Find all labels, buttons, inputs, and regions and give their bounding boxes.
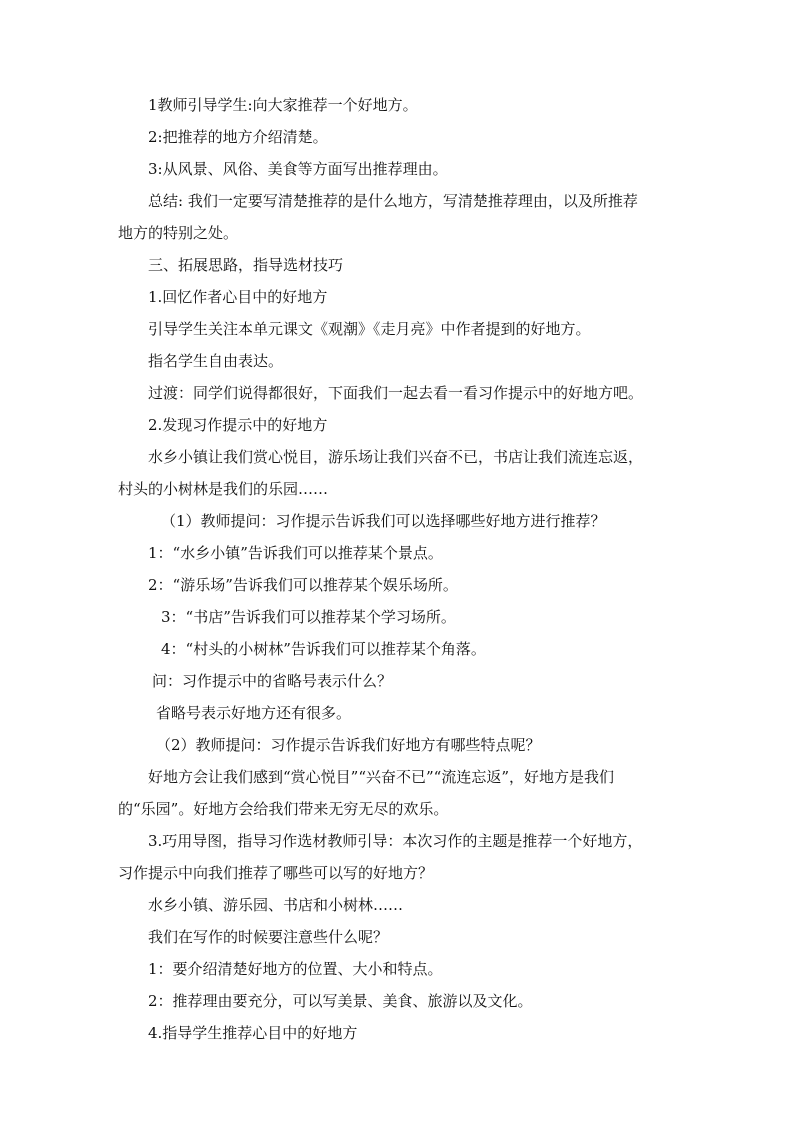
text-line: 的“乐园”。好地方会给我们带来无穷无尽的欢乐。 [118, 800, 449, 818]
text-line: 3.巧用导图，指导习作选材教师引导：本次习作的主题是推荐一个好地方， [148, 832, 643, 850]
text-line: 引导学生关注本单元课文《观潮》《走月亮》中作者提到的好地方。 [148, 320, 591, 338]
text-line: 习作提示中向我们推荐了哪些可以写的好地方？ [118, 864, 434, 882]
text-line: 总结: 我们一定要写清楚推荐的是什么地方，写清楚推荐理由，以及所推荐 [148, 192, 638, 210]
text-line: 4.指导学生推荐心目中的好地方 [148, 1024, 358, 1042]
text-line: 2：推荐理由要充分，可以写美景、美食、旅游以及文化。 [148, 992, 533, 1010]
text-line: 水乡小镇让我们赏心悦目，游乐场让我们兴奋不已，书店让我们流连忘返， [148, 448, 644, 466]
text-line: 指名学生自由表达。 [148, 352, 284, 370]
text-line: （2）教师提问：习作提示告诉我们好地方有哪些特点呢？ [156, 736, 541, 754]
text-line: 过渡：同学们说得都很好，下面我们一起去看一看习作提示中的好地方吧。 [148, 384, 644, 402]
text-line: 省略号表示好地方还有很多。 [156, 704, 352, 722]
text-line: 2.发现习作提示中的好地方 [148, 416, 328, 434]
text-line: 2:把推荐的地方介绍清楚。 [148, 128, 328, 146]
text-line: 村头的小树林是我们的乐园…… [118, 480, 329, 498]
text-line: 1：要介绍清楚好地方的位置、大小和特点。 [148, 960, 443, 978]
text-line: 2：“游乐场”告诉我们可以推荐某个娱乐场所。 [148, 576, 458, 594]
text-line: 好地方会让我们感到“赏心悦目”“兴奋不已”“流连忘返”，好地方是我们 [148, 768, 615, 786]
text-line: 4：“村头的小树林”告诉我们可以推荐某个角落。 [161, 640, 486, 658]
text-line: 1.回忆作者心目中的好地方 [148, 288, 328, 306]
text-line: 1教师引导学生:向大家推荐一个好地方。 [148, 96, 418, 114]
text-line: 3:从风景、风俗、美食等方面写出推荐理由。 [148, 160, 448, 178]
text-line: 问：习作提示中的省略号表示什么？ [152, 672, 393, 690]
text-line: 我们在写作的时候要注意些什么呢？ [148, 928, 389, 946]
text-line: 1：“水乡小镇”告诉我们可以推荐某个景点。 [148, 544, 443, 562]
section-heading: 三、拓展思路，指导选材技巧 [148, 256, 344, 274]
text-line: 地方的特别之处。 [118, 224, 239, 242]
text-line: （1）教师提问：习作提示告诉我们可以选择哪些好地方进行推荐？ [161, 512, 606, 530]
text-line: 3：“书店”告诉我们可以推荐某个学习场所。 [161, 608, 456, 626]
text-line: 水乡小镇、游乐园、书店和小树林…… [148, 896, 404, 914]
